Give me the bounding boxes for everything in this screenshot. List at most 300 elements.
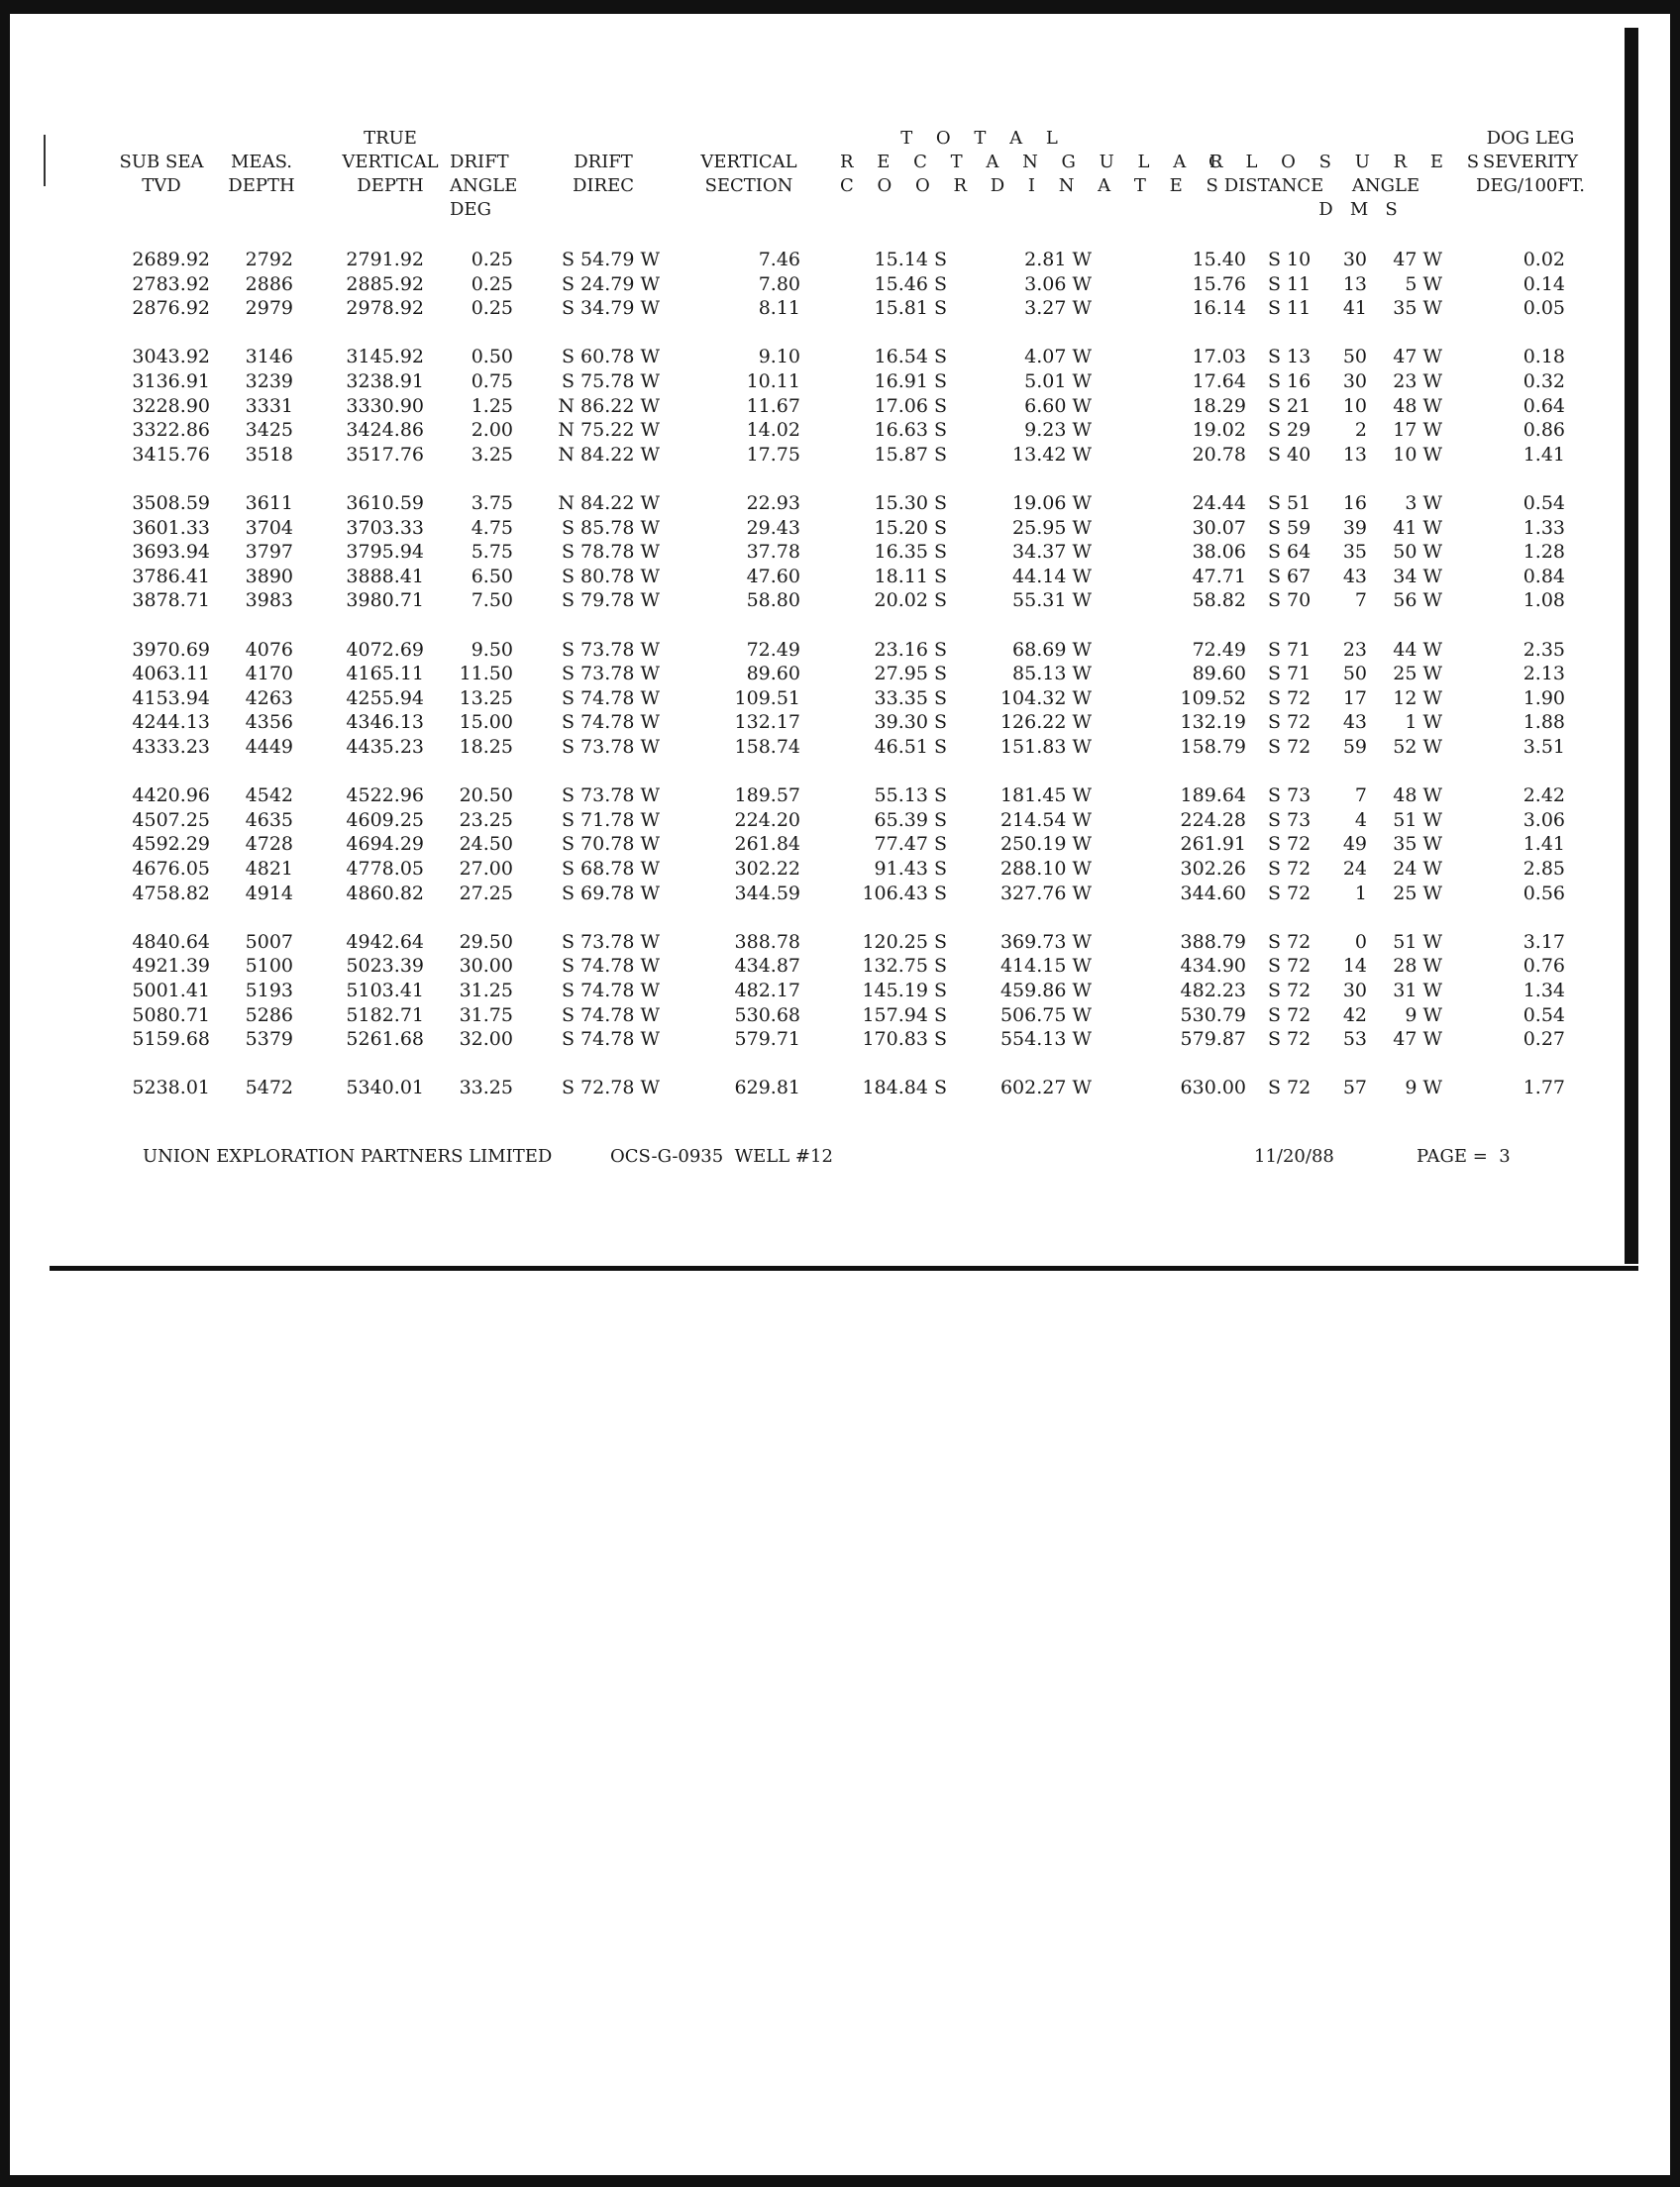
cell-east-west-coordinate: 85.13 W <box>1012 663 1092 684</box>
cell-north-south-coordinate: 65.39 S <box>874 809 947 831</box>
cell-true-vertical-depth: 4942.64 <box>346 931 424 953</box>
cell-closure-angle-sec: 31 W <box>1393 980 1442 1001</box>
cell-drift-angle: 13.25 <box>459 687 513 709</box>
cell-east-west-coordinate: 554.13 W <box>999 1028 1092 1050</box>
cell-drift-angle: 0.50 <box>471 346 513 367</box>
cell-dog-leg-severity: 1.41 <box>1522 444 1565 466</box>
cell-east-west-coordinate: 250.19 W <box>999 833 1092 855</box>
cell-true-vertical-depth: 5182.71 <box>346 1004 424 1026</box>
cell-drift-angle: 24.50 <box>459 833 513 855</box>
cell-north-south-coordinate: 15.81 S <box>874 297 947 319</box>
cell-drift-direction: S 73.78 W <box>561 736 660 758</box>
cell-sub-sea-tvd: 4063.11 <box>132 663 210 684</box>
cell-drift-direction: S 74.78 W <box>561 955 660 977</box>
cell-closure-distance: 132.19 <box>1180 711 1246 733</box>
cell-closure-distance: 30.07 <box>1192 517 1246 539</box>
cell-sub-sea-tvd: 3415.76 <box>132 444 210 466</box>
cell-east-west-coordinate: 2.81 W <box>1024 249 1092 270</box>
cell-closure-angle-sec: 1 W <box>1405 711 1442 733</box>
cell-closure-angle-deg: S 72 <box>1268 858 1312 880</box>
cell-true-vertical-depth: 3610.59 <box>346 492 424 514</box>
cell-drift-direction: S 69.78 W <box>561 883 660 904</box>
cell-north-south-coordinate: 15.87 S <box>874 444 947 466</box>
cell-drift-direction: S 73.78 W <box>561 931 660 953</box>
cell-north-south-coordinate: 16.91 S <box>874 370 947 392</box>
cell-true-vertical-depth: 3424.86 <box>346 419 424 441</box>
cell-true-vertical-depth: 4435.23 <box>346 736 424 758</box>
cell-north-south-coordinate: 91.43 S <box>874 858 947 880</box>
cell-north-south-coordinate: 46.51 S <box>874 736 947 758</box>
cell-meas-depth: 2792 <box>245 249 293 270</box>
cell-closure-angle-deg: S 59 <box>1268 517 1312 539</box>
cell-east-west-coordinate: 602.27 W <box>999 1077 1092 1098</box>
header-closures: C L O S U R E S <box>1208 152 1489 172</box>
cell-vertical-section: 47.60 <box>746 566 800 587</box>
cell-closure-angle-min: 0 <box>1354 931 1367 953</box>
cell-meas-depth: 4170 <box>245 663 293 684</box>
cell-vertical-section: 629.81 <box>734 1077 800 1098</box>
cell-east-west-coordinate: 3.27 W <box>1024 297 1092 319</box>
cell-closure-angle-min: 23 <box>1342 639 1367 661</box>
cell-dog-leg-severity: 0.76 <box>1522 955 1565 977</box>
cell-north-south-coordinate: 106.43 S <box>862 883 947 904</box>
cell-east-west-coordinate: 327.76 W <box>999 883 1092 904</box>
cell-dog-leg-severity: 3.51 <box>1522 736 1565 758</box>
cell-vertical-section: 10.11 <box>746 370 800 392</box>
cell-drift-angle: 30.00 <box>459 955 513 977</box>
cell-true-vertical-depth: 4072.69 <box>346 639 424 661</box>
cell-east-west-coordinate: 19.06 W <box>1012 492 1092 514</box>
cell-closure-angle-deg: S 72 <box>1268 883 1312 904</box>
cell-dog-leg-severity: 0.02 <box>1522 249 1565 270</box>
cell-closure-angle-min: 13 <box>1342 444 1367 466</box>
cell-dog-leg-severity: 3.06 <box>1522 809 1565 831</box>
cell-closure-angle-deg: S 72 <box>1268 711 1312 733</box>
cell-vertical-section: 7.80 <box>758 273 800 295</box>
cell-closure-angle-min: 10 <box>1342 395 1367 417</box>
cell-drift-angle: 27.00 <box>459 858 513 880</box>
cell-vertical-section: 37.78 <box>746 541 800 563</box>
cell-drift-direction: S 54.79 W <box>561 249 660 270</box>
cell-meas-depth: 5193 <box>245 980 293 1001</box>
cell-sub-sea-tvd: 3693.94 <box>132 541 210 563</box>
cell-true-vertical-depth: 5103.41 <box>346 980 424 1001</box>
cell-dog-leg-severity: 0.84 <box>1522 566 1565 587</box>
cell-east-west-coordinate: 126.22 W <box>999 711 1092 733</box>
cell-closure-angle-min: 2 <box>1354 419 1367 441</box>
cell-meas-depth: 4449 <box>245 736 293 758</box>
header-dms: D M S <box>1318 199 1398 220</box>
cell-sub-sea-tvd: 5238.01 <box>132 1077 210 1098</box>
cell-vertical-section: 9.10 <box>758 346 800 367</box>
cell-closure-angle-sec: 10 W <box>1393 444 1442 466</box>
cell-closure-angle-min: 30 <box>1342 249 1367 270</box>
cell-closure-distance: 15.40 <box>1192 249 1246 270</box>
cell-closure-angle-deg: S 72 <box>1268 1077 1312 1098</box>
cell-closure-angle-deg: S 40 <box>1268 444 1312 466</box>
cell-true-vertical-depth: 5023.39 <box>346 955 424 977</box>
cell-drift-direction: S 74.78 W <box>561 711 660 733</box>
cell-vertical-section: 261.84 <box>734 833 800 855</box>
cell-closure-angle-deg: S 51 <box>1268 492 1312 514</box>
cell-vertical-section: 158.74 <box>734 736 800 758</box>
cell-true-vertical-depth: 4694.29 <box>346 833 424 855</box>
cell-closure-angle-deg: S 72 <box>1268 736 1312 758</box>
cell-vertical-section: 14.02 <box>746 419 800 441</box>
cell-closure-angle-sec: 25 W <box>1393 883 1442 904</box>
cell-closure-angle-sec: 41 W <box>1393 517 1442 539</box>
cell-meas-depth: 4263 <box>245 687 293 709</box>
cell-closure-distance: 630.00 <box>1180 1077 1246 1098</box>
cell-dog-leg-severity: 0.27 <box>1522 1028 1565 1050</box>
cell-drift-direction: S 74.78 W <box>561 687 660 709</box>
cell-closure-distance: 109.52 <box>1180 687 1246 709</box>
cell-north-south-coordinate: 27.95 S <box>874 663 947 684</box>
cell-true-vertical-depth: 3517.76 <box>346 444 424 466</box>
cell-vertical-section: 109.51 <box>734 687 800 709</box>
cell-north-south-coordinate: 33.35 S <box>874 687 947 709</box>
scan-border-bottom <box>0 2175 1680 2187</box>
cell-meas-depth: 3425 <box>245 419 293 441</box>
cell-true-vertical-depth: 3795.94 <box>346 541 424 563</box>
cell-dog-leg-severity: 1.08 <box>1522 589 1565 611</box>
cell-closure-distance: 15.76 <box>1192 273 1246 295</box>
cell-drift-direction: S 73.78 W <box>561 663 660 684</box>
cell-sub-sea-tvd: 4420.96 <box>132 784 210 806</box>
cell-closure-angle-sec: 56 W <box>1393 589 1442 611</box>
cell-closure-angle-sec: 12 W <box>1393 687 1442 709</box>
cell-drift-direction: S 74.78 W <box>561 1028 660 1050</box>
cell-true-vertical-depth: 3238.91 <box>346 370 424 392</box>
cell-closure-angle-min: 49 <box>1342 833 1367 855</box>
cell-closure-angle-min: 35 <box>1342 541 1367 563</box>
cell-drift-angle: 20.50 <box>459 784 513 806</box>
cell-north-south-coordinate: 39.30 S <box>874 711 947 733</box>
cell-vertical-section: 8.11 <box>758 297 800 319</box>
cell-drift-direction: N 84.22 W <box>558 444 660 466</box>
header-angle: ANGLE <box>1351 175 1420 196</box>
cell-closure-angle-deg: S 29 <box>1268 419 1312 441</box>
cell-dog-leg-severity: 0.56 <box>1522 883 1565 904</box>
cell-drift-angle: 4.75 <box>471 517 513 539</box>
cell-dog-leg-severity: 1.34 <box>1522 980 1565 1001</box>
cell-meas-depth: 3704 <box>245 517 293 539</box>
cell-closure-angle-min: 24 <box>1342 858 1367 880</box>
cell-dog-leg-severity: 0.05 <box>1522 297 1565 319</box>
cell-drift-angle: 3.75 <box>471 492 513 514</box>
cell-true-vertical-depth: 4522.96 <box>346 784 424 806</box>
cell-sub-sea-tvd: 4840.64 <box>132 931 210 953</box>
cell-closure-angle-sec: 9 W <box>1405 1004 1442 1026</box>
cell-meas-depth: 3146 <box>245 346 293 367</box>
cell-vertical-section: 17.75 <box>746 444 800 466</box>
cell-drift-direction: S 78.78 W <box>561 541 660 563</box>
cell-sub-sea-tvd: 4921.39 <box>132 955 210 977</box>
footer-date: 11/20/88 <box>1254 1146 1334 1167</box>
cell-closure-distance: 19.02 <box>1192 419 1246 441</box>
cell-meas-depth: 3239 <box>245 370 293 392</box>
cell-east-west-coordinate: 4.07 W <box>1024 346 1092 367</box>
cell-true-vertical-depth: 3980.71 <box>346 589 424 611</box>
cell-drift-direction: S 60.78 W <box>561 346 660 367</box>
cell-closure-distance: 579.87 <box>1180 1028 1246 1050</box>
cell-closure-angle-sec: 3 W <box>1405 492 1442 514</box>
cell-true-vertical-depth: 3145.92 <box>346 346 424 367</box>
cell-drift-direction: S 70.78 W <box>561 833 660 855</box>
cell-east-west-coordinate: 55.31 W <box>1012 589 1092 611</box>
cell-closure-angle-min: 1 <box>1354 883 1367 904</box>
header-true-vertical-depth: TRUE VERTICAL DEPTH <box>342 128 439 196</box>
cell-true-vertical-depth: 4346.13 <box>346 711 424 733</box>
cell-drift-direction: S 34.79 W <box>561 297 660 319</box>
cell-closure-distance: 17.03 <box>1192 346 1246 367</box>
cell-drift-direction: N 84.22 W <box>558 492 660 514</box>
cell-closure-distance: 47.71 <box>1192 566 1246 587</box>
cell-east-west-coordinate: 104.32 W <box>999 687 1092 709</box>
cell-closure-distance: 530.79 <box>1180 1004 1246 1026</box>
cell-closure-angle-deg: S 73 <box>1268 809 1312 831</box>
cell-closure-distance: 482.23 <box>1180 980 1246 1001</box>
cell-meas-depth: 3331 <box>245 395 293 417</box>
cell-closure-angle-sec: 23 W <box>1393 370 1442 392</box>
cell-closure-angle-deg: S 21 <box>1268 395 1312 417</box>
cell-drift-direction: N 86.22 W <box>558 395 660 417</box>
cell-closure-angle-min: 53 <box>1342 1028 1367 1050</box>
cell-closure-angle-min: 50 <box>1342 346 1367 367</box>
cell-meas-depth: 5472 <box>245 1077 293 1098</box>
cell-drift-angle: 11.50 <box>459 663 513 684</box>
cell-east-west-coordinate: 214.54 W <box>999 809 1092 831</box>
cell-drift-angle: 0.25 <box>471 297 513 319</box>
cell-drift-angle: 1.25 <box>471 395 513 417</box>
cell-closure-angle-deg: S 72 <box>1268 1004 1312 1026</box>
cell-drift-direction: N 75.22 W <box>558 419 660 441</box>
cell-drift-direction: S 74.78 W <box>561 980 660 1001</box>
cell-true-vertical-depth: 3703.33 <box>346 517 424 539</box>
cell-north-south-coordinate: 15.46 S <box>874 273 947 295</box>
cell-closure-angle-sec: 47 W <box>1393 249 1442 270</box>
cell-vertical-section: 132.17 <box>734 711 800 733</box>
cell-closure-angle-sec: 25 W <box>1393 663 1442 684</box>
cell-closure-angle-sec: 50 W <box>1393 541 1442 563</box>
page-edge-right <box>1625 28 1638 1264</box>
cell-closure-angle-sec: 34 W <box>1393 566 1442 587</box>
cell-closure-distance: 261.91 <box>1180 833 1246 855</box>
cell-meas-depth: 4821 <box>245 858 293 880</box>
cell-closure-angle-deg: S 72 <box>1268 980 1312 1001</box>
cell-drift-angle: 27.25 <box>459 883 513 904</box>
cell-sub-sea-tvd: 3878.71 <box>132 589 210 611</box>
header-dog-leg-severity: DOG LEG SEVERITY DEG/100FT. <box>1476 128 1585 196</box>
cell-drift-direction: S 75.78 W <box>561 370 660 392</box>
cell-closure-angle-min: 30 <box>1342 370 1367 392</box>
cell-sub-sea-tvd: 3786.41 <box>132 566 210 587</box>
cell-dog-leg-severity: 1.77 <box>1522 1077 1565 1098</box>
cell-east-west-coordinate: 44.14 W <box>1012 566 1092 587</box>
cell-closure-angle-sec: 48 W <box>1393 395 1442 417</box>
cell-closure-angle-deg: S 72 <box>1268 1028 1312 1050</box>
cell-vertical-section: 579.71 <box>734 1028 800 1050</box>
cell-dog-leg-severity: 0.14 <box>1522 273 1565 295</box>
cell-east-west-coordinate: 459.86 W <box>999 980 1092 1001</box>
cell-vertical-section: 72.49 <box>746 639 800 661</box>
header-drift-direc: DRIFT DIREC <box>572 152 634 196</box>
cell-closure-angle-deg: S 72 <box>1268 687 1312 709</box>
cell-dog-leg-severity: 1.88 <box>1522 711 1565 733</box>
cell-east-west-coordinate: 369.73 W <box>999 931 1092 953</box>
cell-north-south-coordinate: 184.84 S <box>862 1077 947 1098</box>
cell-east-west-coordinate: 288.10 W <box>999 858 1092 880</box>
cell-closure-angle-deg: S 16 <box>1268 370 1312 392</box>
cell-dog-leg-severity: 1.33 <box>1522 517 1565 539</box>
cell-north-south-coordinate: 15.14 S <box>874 249 947 270</box>
cell-north-south-coordinate: 16.54 S <box>874 346 947 367</box>
cell-vertical-section: 22.93 <box>746 492 800 514</box>
cell-closure-angle-deg: S 72 <box>1268 833 1312 855</box>
cell-sub-sea-tvd: 3228.90 <box>132 395 210 417</box>
cell-north-south-coordinate: 132.75 S <box>862 955 947 977</box>
cell-dog-leg-severity: 0.54 <box>1522 1004 1565 1026</box>
cell-drift-angle: 0.25 <box>471 249 513 270</box>
cell-closure-distance: 434.90 <box>1180 955 1246 977</box>
header-vertical-section: VERTICAL SECTION <box>700 152 797 196</box>
cell-closure-distance: 17.64 <box>1192 370 1246 392</box>
cell-meas-depth: 3797 <box>245 541 293 563</box>
cell-closure-angle-min: 13 <box>1342 273 1367 295</box>
cell-meas-depth: 4728 <box>245 833 293 855</box>
cell-east-west-coordinate: 151.83 W <box>999 736 1092 758</box>
cell-drift-angle: 2.00 <box>471 419 513 441</box>
cell-drift-angle: 31.25 <box>459 980 513 1001</box>
cell-meas-depth: 3611 <box>245 492 293 514</box>
cell-closure-distance: 224.28 <box>1180 809 1246 831</box>
cell-closure-angle-deg: S 10 <box>1268 249 1312 270</box>
cell-drift-angle: 18.25 <box>459 736 513 758</box>
cell-north-south-coordinate: 17.06 S <box>874 395 947 417</box>
cell-closure-angle-min: 14 <box>1342 955 1367 977</box>
cell-closure-distance: 24.44 <box>1192 492 1246 514</box>
cell-drift-angle: 9.50 <box>471 639 513 661</box>
cell-closure-distance: 344.60 <box>1180 883 1246 904</box>
cell-closure-angle-sec: 24 W <box>1393 858 1442 880</box>
cell-sub-sea-tvd: 5159.68 <box>132 1028 210 1050</box>
cell-meas-depth: 4356 <box>245 711 293 733</box>
cell-dog-leg-severity: 2.35 <box>1522 639 1565 661</box>
cell-sub-sea-tvd: 2689.92 <box>132 249 210 270</box>
cell-sub-sea-tvd: 4592.29 <box>132 833 210 855</box>
cell-closure-angle-sec: 17 W <box>1393 419 1442 441</box>
cell-drift-angle: 31.75 <box>459 1004 513 1026</box>
cell-closure-angle-min: 7 <box>1354 589 1367 611</box>
cell-sub-sea-tvd: 3322.86 <box>132 419 210 441</box>
cell-north-south-coordinate: 170.83 S <box>862 1028 947 1050</box>
cell-meas-depth: 2979 <box>245 297 293 319</box>
cell-closure-distance: 388.79 <box>1180 931 1246 953</box>
cell-true-vertical-depth: 2791.92 <box>346 249 424 270</box>
margin-mark <box>44 135 46 186</box>
scan-border-top <box>0 0 1680 14</box>
cell-closure-angle-sec: 35 W <box>1393 297 1442 319</box>
cell-true-vertical-depth: 4165.11 <box>346 663 424 684</box>
scan-border-right <box>1670 0 1680 2187</box>
cell-true-vertical-depth: 4255.94 <box>346 687 424 709</box>
cell-closure-angle-sec: 52 W <box>1393 736 1442 758</box>
cell-closure-distance: 18.29 <box>1192 395 1246 417</box>
cell-closure-angle-deg: S 11 <box>1268 297 1312 319</box>
cell-east-west-coordinate: 3.06 W <box>1024 273 1092 295</box>
cell-closure-angle-min: 42 <box>1342 1004 1367 1026</box>
cell-closure-distance: 38.06 <box>1192 541 1246 563</box>
cell-sub-sea-tvd: 4507.25 <box>132 809 210 831</box>
cell-sub-sea-tvd: 3508.59 <box>132 492 210 514</box>
cell-closure-angle-min: 4 <box>1354 809 1367 831</box>
cell-meas-depth: 5100 <box>245 955 293 977</box>
cell-north-south-coordinate: 23.16 S <box>874 639 947 661</box>
cell-sub-sea-tvd: 3136.91 <box>132 370 210 392</box>
cell-east-west-coordinate: 414.15 W <box>999 955 1092 977</box>
cell-drift-angle: 15.00 <box>459 711 513 733</box>
cell-vertical-section: 29.43 <box>746 517 800 539</box>
cell-east-west-coordinate: 68.69 W <box>1012 639 1092 661</box>
cell-sub-sea-tvd: 4333.23 <box>132 736 210 758</box>
cell-closure-angle-deg: S 67 <box>1268 566 1312 587</box>
cell-closure-angle-min: 39 <box>1342 517 1367 539</box>
cell-dog-leg-severity: 0.86 <box>1522 419 1565 441</box>
cell-closure-angle-min: 59 <box>1342 736 1367 758</box>
cell-vertical-section: 388.78 <box>734 931 800 953</box>
cell-drift-direction: S 80.78 W <box>561 566 660 587</box>
cell-north-south-coordinate: 157.94 S <box>862 1004 947 1026</box>
cell-closure-angle-sec: 51 W <box>1393 931 1442 953</box>
cell-sub-sea-tvd: 2783.92 <box>132 273 210 295</box>
cell-drift-direction: S 73.78 W <box>561 639 660 661</box>
cell-closure-angle-sec: 9 W <box>1405 1077 1442 1098</box>
cell-vertical-section: 482.17 <box>734 980 800 1001</box>
cell-closure-angle-deg: S 64 <box>1268 541 1312 563</box>
cell-north-south-coordinate: 15.20 S <box>874 517 947 539</box>
cell-meas-depth: 5286 <box>245 1004 293 1026</box>
cell-sub-sea-tvd: 4153.94 <box>132 687 210 709</box>
cell-meas-depth: 4635 <box>245 809 293 831</box>
cell-true-vertical-depth: 4609.25 <box>346 809 424 831</box>
cell-closure-angle-min: 30 <box>1342 980 1367 1001</box>
header-distance: DISTANCE <box>1223 175 1324 196</box>
cell-sub-sea-tvd: 3970.69 <box>132 639 210 661</box>
cell-closure-distance: 158.79 <box>1180 736 1246 758</box>
cell-dog-leg-severity: 3.17 <box>1522 931 1565 953</box>
cell-meas-depth: 3983 <box>245 589 293 611</box>
cell-closure-angle-deg: S 70 <box>1268 589 1312 611</box>
cell-drift-angle: 3.25 <box>471 444 513 466</box>
cell-vertical-section: 224.20 <box>734 809 800 831</box>
cell-true-vertical-depth: 3888.41 <box>346 566 424 587</box>
cell-north-south-coordinate: 145.19 S <box>862 980 947 1001</box>
cell-drift-direction: S 72.78 W <box>561 1077 660 1098</box>
footer-page: PAGE = 3 <box>1417 1146 1511 1167</box>
cell-vertical-section: 434.87 <box>734 955 800 977</box>
cell-vertical-section: 89.60 <box>746 663 800 684</box>
cell-true-vertical-depth: 2885.92 <box>346 273 424 295</box>
cell-drift-direction: S 74.78 W <box>561 1004 660 1026</box>
cell-drift-angle: 33.25 <box>459 1077 513 1098</box>
cell-dog-leg-severity: 0.32 <box>1522 370 1565 392</box>
cell-drift-direction: S 73.78 W <box>561 784 660 806</box>
cell-vertical-section: 7.46 <box>758 249 800 270</box>
cell-dog-leg-severity: 1.28 <box>1522 541 1565 563</box>
cell-sub-sea-tvd: 4758.82 <box>132 883 210 904</box>
cell-east-west-coordinate: 34.37 W <box>1012 541 1092 563</box>
cell-meas-depth: 4076 <box>245 639 293 661</box>
